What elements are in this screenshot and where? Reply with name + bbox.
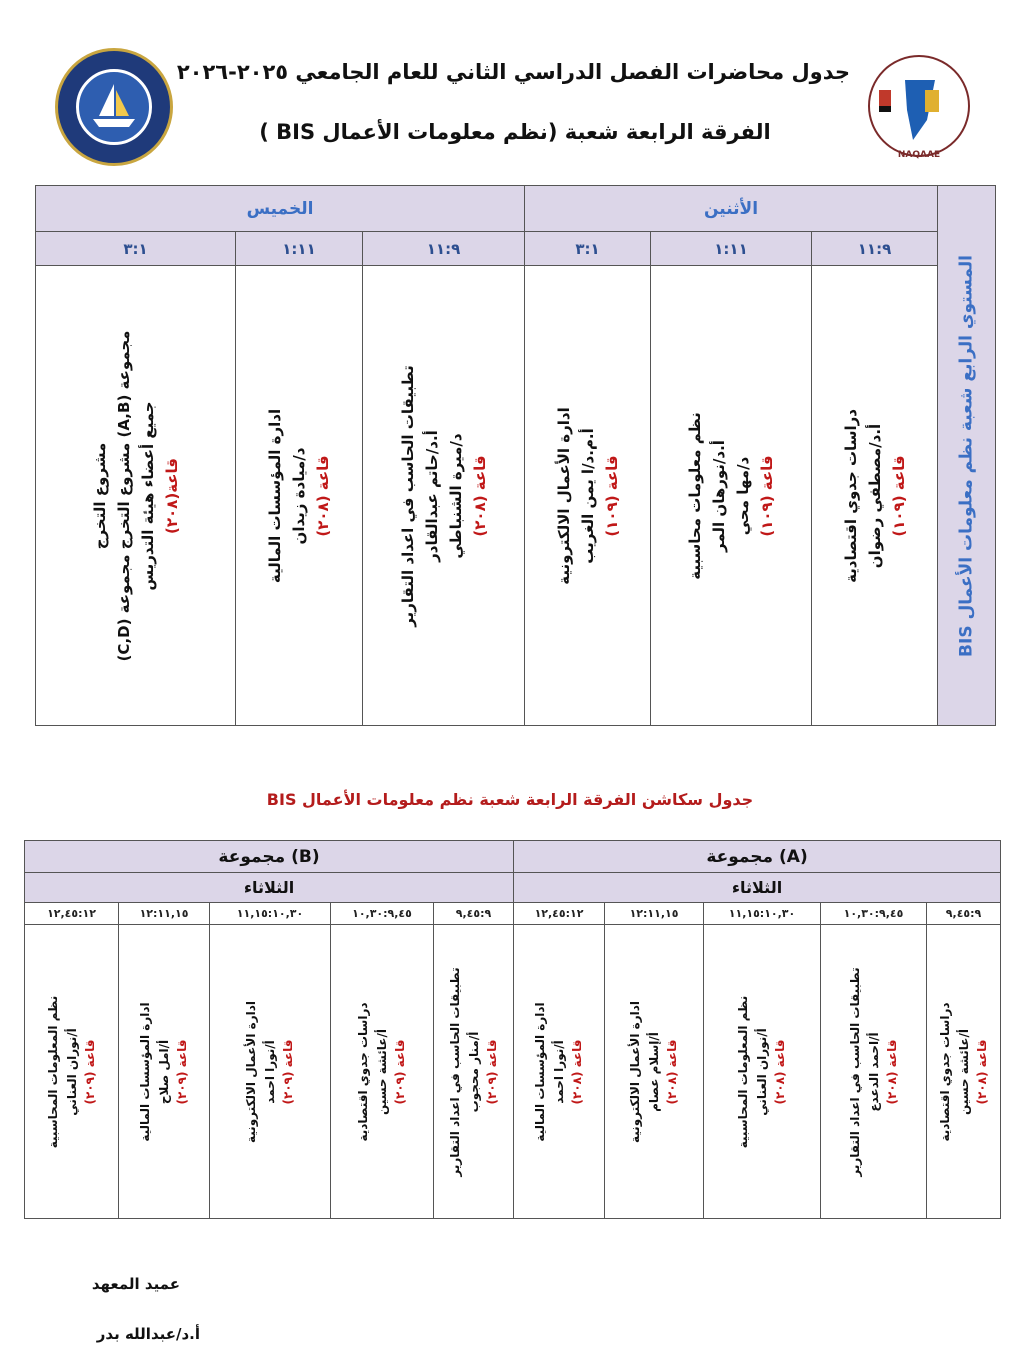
- course-name: ادارة الأعمال الالكترونية: [554, 406, 573, 585]
- lecture-cell: [363, 266, 525, 726]
- instructor-name: أ/نورا احمد: [551, 1039, 566, 1104]
- sections-table: [24, 840, 1001, 1219]
- course-name: ادارة المؤسسات المالية: [266, 408, 284, 583]
- course-name: مشروع التخرج: [90, 442, 109, 549]
- lecture-cell: [651, 266, 812, 726]
- section-cell: [605, 925, 704, 1219]
- time-slot: ١١,١٥:١٠,٣٠: [210, 903, 331, 925]
- room-label: قاعة (٢٠٩): [393, 1039, 408, 1104]
- time-slot: ١١,١٥:١٠,٣٠: [704, 903, 821, 925]
- time-slot: ٩,٤٥:٩: [434, 903, 514, 925]
- room-label: قاعة (١٠٩): [889, 454, 908, 537]
- time-slot: ١٠,٣٠:٩,٤٥: [821, 903, 927, 925]
- day-header-thursday: الخميس: [36, 186, 525, 232]
- instructor-name: د/ميادة زيدان: [290, 447, 308, 544]
- course-name: ادارة المؤسسات المالية: [533, 1001, 548, 1142]
- section-cell: [514, 925, 605, 1219]
- room-label: قاعة (٢٠٨): [314, 454, 332, 537]
- time-slot: ١٢:١١,١٥: [119, 903, 210, 925]
- room-label: قاعة(٢٠٨): [162, 457, 181, 534]
- day-header-monday: الأثنين: [525, 186, 938, 232]
- instructor-name: أ.م.د/ا يمن الغريب: [578, 427, 597, 564]
- instructor-name-2: د/مها محي: [734, 456, 753, 535]
- page-subtitle: الفرقة الرابعة شعبة (نظم معلومات الأعمال BIS ): [259, 120, 771, 144]
- course-name: تطبيقات الحاسب في اعداد التقارير: [398, 364, 417, 627]
- room-label: قاعة (٢٠٨): [570, 1039, 585, 1104]
- room-label: قاعة (٢٠٨): [773, 1039, 788, 1104]
- time-slot: ١٢,٤٥:١٢: [25, 903, 119, 925]
- lecture-cell: [36, 266, 236, 726]
- lecture-cell: [812, 266, 938, 726]
- time-slot: ١٢,٤٥:١٢: [514, 903, 605, 925]
- ship-emblem-icon: [76, 69, 152, 145]
- instructor-name: أ/عائشة حسين: [956, 1028, 971, 1115]
- room-label: قاعة (١٠٩): [602, 454, 621, 537]
- instructor-name: أ/امل صلاح: [156, 1039, 171, 1104]
- group-header-b: مجموعة (B): [25, 841, 514, 873]
- instructor-name: أ.د/حاتم عبدالقادر: [422, 429, 441, 562]
- section-cell: [927, 925, 1001, 1219]
- day-header-tuesday: الثلاثاء: [25, 873, 514, 903]
- instructor-name: أ/نوران العناني: [64, 1027, 79, 1116]
- room-label: قاعة (٢٠٨): [470, 454, 489, 537]
- room-label: قاعة (٢٠٩): [281, 1039, 296, 1104]
- room-label: قاعة (٢٠٨): [974, 1039, 989, 1104]
- course-name: تطبيقات الحاسب في اعداد التقارير: [847, 966, 862, 1177]
- lecture-cell: [236, 266, 363, 726]
- room-label: قاعة (٢٠٩): [484, 1039, 499, 1104]
- course-name: نظم المعلومات المحاسبية: [45, 995, 60, 1148]
- naqaae-text: NAQAAE: [897, 150, 941, 160]
- lecture-table: [35, 185, 996, 726]
- instructor-name: أ/نوران العناني: [754, 1027, 769, 1116]
- lecture-cell: [525, 266, 651, 726]
- instructor-name: أ/احمد الدعدع: [866, 1031, 881, 1112]
- day-header-tuesday: الثلاثاء: [514, 873, 1001, 903]
- sections-title: جدول سكاشن الفرقة الرابعة شعبة نظم معلومات الأعمال BIS: [266, 790, 754, 809]
- time-slot: ١٢:١١,١٥: [605, 903, 704, 925]
- course-name: ادارة الأعمال الالكترونية: [628, 1000, 643, 1143]
- naqaae-logo: [855, 50, 983, 168]
- time-slot: ١:١١: [236, 232, 363, 266]
- room-label: قاعة (٢٠٩): [175, 1039, 190, 1104]
- time-slot: ١٠,٣٠:٩,٤٥: [331, 903, 434, 925]
- instructor-name: أ.د/نورهان المر: [710, 439, 729, 552]
- level-label: المستوي الرابع شعبة نظم معلومات الأعمال BIS: [938, 186, 996, 726]
- section-cell: [434, 925, 514, 1219]
- course-groups: مجموعة (A,B) مشروع التخرج مجموعة (C,D): [114, 330, 133, 661]
- section-cell: [704, 925, 821, 1219]
- section-cell: [821, 925, 927, 1219]
- room-label: قاعة (٢٠٨): [665, 1039, 680, 1104]
- instructor-name: أ/عائشة حسين: [374, 1028, 389, 1115]
- instructor-name: جميع أعضاء هيئة التدريس: [138, 400, 157, 591]
- instructor-name: أ/منار محجوب: [466, 1031, 481, 1112]
- section-cell: [25, 925, 119, 1219]
- time-slot: ١١:٩: [812, 232, 938, 266]
- section-cell: [210, 925, 331, 1219]
- section-cell: [331, 925, 434, 1219]
- course-name: نظم المعلومات المحاسبية: [736, 995, 751, 1148]
- instructor-name: أ/نورا احمد: [262, 1039, 277, 1104]
- dean-name: أ.د/عبدالله بدر: [96, 1325, 200, 1343]
- dean-title: عميد المعهد: [91, 1275, 180, 1293]
- time-slot: ١١:٩: [363, 232, 525, 266]
- course-name: دراسات جدوي اقتصادية: [841, 408, 860, 583]
- group-header-a: مجموعة (A): [514, 841, 1001, 873]
- room-label: قاعة (١٠٩): [758, 454, 777, 537]
- instructor-name: أ.د/مصطفي رضوان: [865, 423, 884, 568]
- course-name: دراسات جدوي اقتصادية: [356, 1001, 371, 1142]
- instructor-name-2: د/ميرة الشنباطي: [446, 432, 465, 559]
- course-name: نظم معلومات محاسبية: [686, 411, 705, 580]
- course-name: ادارة الأعمال الالكترونية: [244, 1000, 259, 1143]
- time-slot: ٩,٤٥:٩: [927, 903, 1001, 925]
- instructor-name: أ/إسلام عصام: [646, 1031, 661, 1112]
- time-slot: ٣:١: [525, 232, 651, 266]
- course-name: ادارة المؤسسات المالية: [138, 1001, 153, 1142]
- course-name: تطبيقات الحاسب في اعداد التقارير: [447, 966, 462, 1177]
- room-label: قاعة (٢٠٩): [82, 1039, 97, 1104]
- section-cell: [119, 925, 210, 1219]
- time-slot: ٣:١: [36, 232, 236, 266]
- institute-logo: [55, 48, 173, 166]
- course-name: دراسات جدوي اقتصادية: [937, 1001, 952, 1142]
- page-title: جدول محاضرات الفصل الدراسي الثاني للعام الجامعي ٢٠٢٥-٢٠٢٦: [176, 60, 850, 84]
- room-label: قاعة (٢٠٨): [884, 1039, 899, 1104]
- time-slot: ١:١١: [651, 232, 812, 266]
